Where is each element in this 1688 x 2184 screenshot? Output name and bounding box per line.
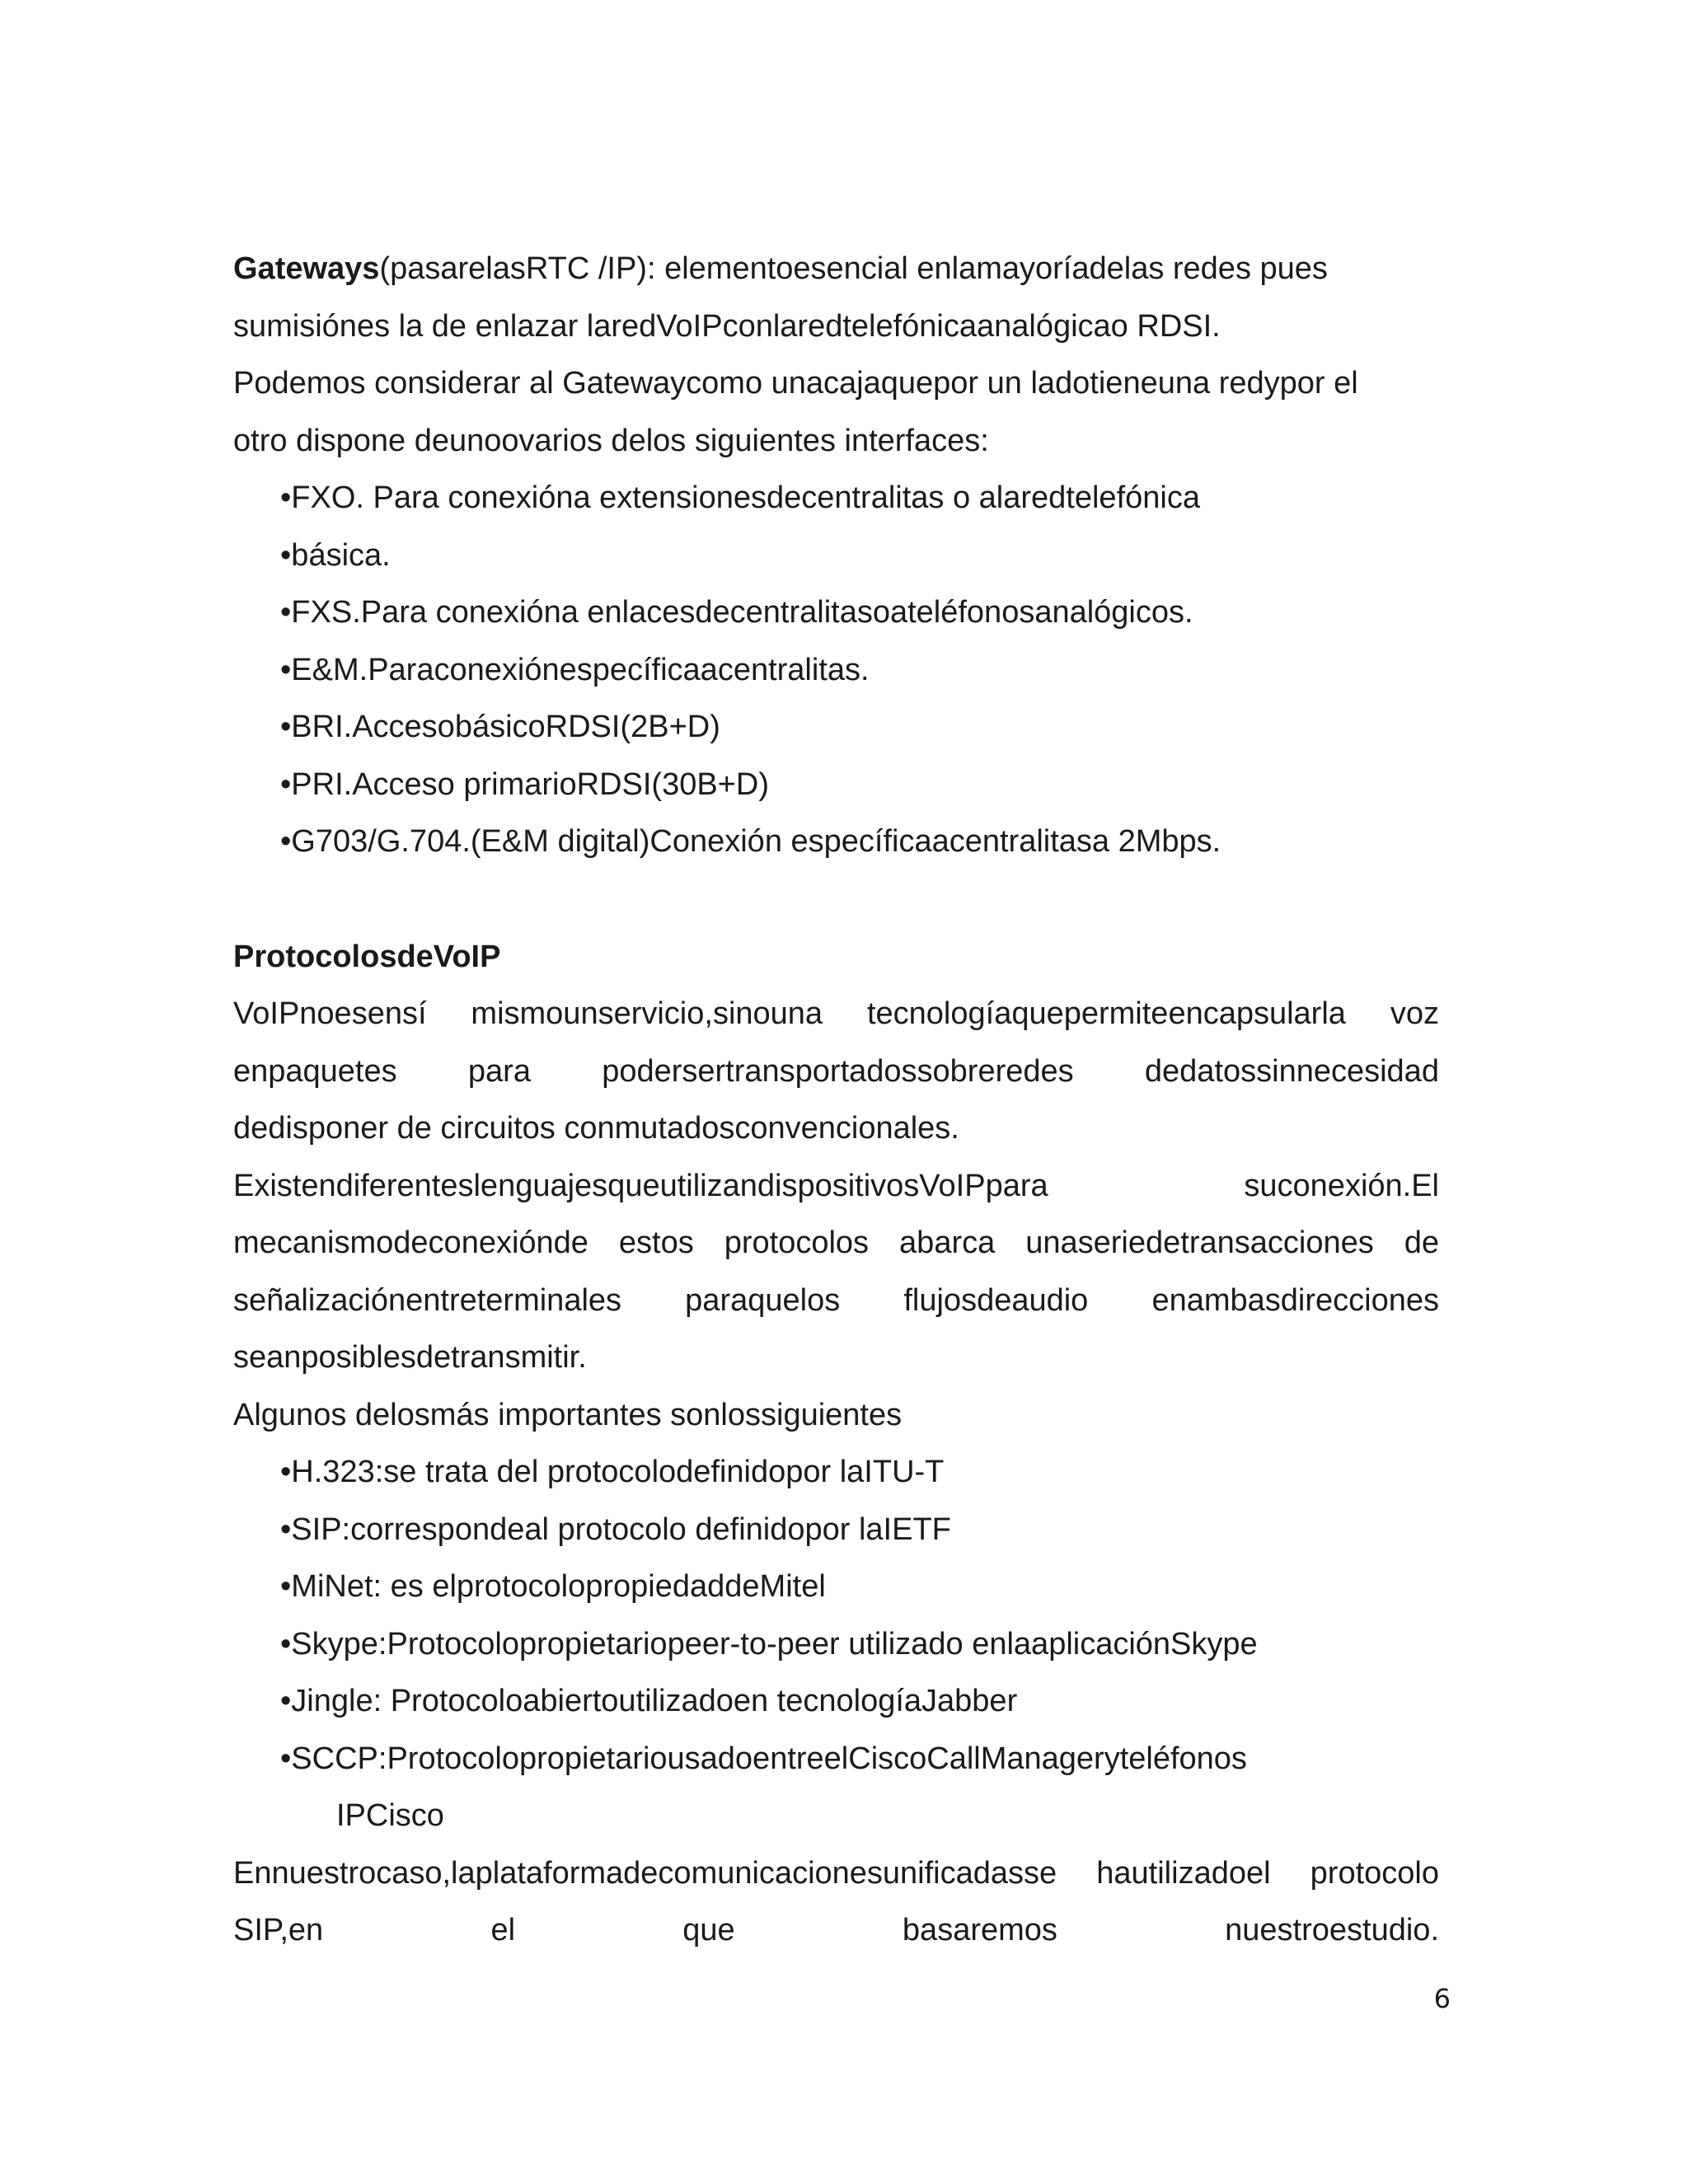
paragraph-line: sumisiónes la de enlazar laredVoIPconlaredtelefónicaanalógicao RDSI. [233,308,1221,344]
line-text: (pasarelasRTC /IP): elementoesencial enlamayoríadelas redes pues [379,251,1328,286]
list-item: •Jingle: Protocoloabiertoutilizadoen tecnologíaJabber [280,1684,1018,1718]
paragraph-line [233,1043,1439,1101]
word: unaseriedetransacciones [1025,1226,1374,1260]
list-item: •FXS.Para conexióna enlacesdecentralitasoateléfonosanalógicos. [280,595,1193,630]
word: enambasdirecciones [1151,1282,1439,1318]
list-item-continuation: IPCisco [336,1798,444,1833]
list-item: •básica. [280,537,391,573]
word: de [1404,1226,1439,1260]
word: Ennuestrocaso,laplataformadecomunicacionesunificadasse [233,1855,1057,1891]
word: suconexión.El [1244,1168,1439,1203]
paragraph-line: seanposiblesdetransmitir. [233,1340,587,1375]
word: señalizaciónentreterminales [233,1282,622,1318]
list-item: •G703/G.704.(E&M digital)Conexión específicaacentralitasa 2Mbps. [280,824,1221,859]
word: flujosdeaudio [903,1282,1089,1318]
paragraph-line [233,1158,1439,1216]
list-item: •E&M.Paraconexiónespecíficaacentralitas. [280,652,870,687]
word: mecanismodeconexiónde [233,1226,588,1260]
word: el [490,1913,516,1947]
word: nuestroestudio. [1225,1913,1439,1947]
paragraph-line [233,241,1439,298]
word: ExistendiferenteslenguajesqueutilizandispositivosVoIPpara [233,1168,1048,1203]
word: podersertransportadossobreredes [602,1053,1074,1089]
list-item: •MiNet: es elprotocolopropiedaddeMitel [280,1569,826,1604]
word: protocolo [1310,1855,1439,1891]
word: SIP,en [233,1913,324,1947]
paragraph-line [233,1215,1439,1272]
page-content [233,241,1439,1960]
word: paraquelos [685,1282,841,1318]
word: hautilizadoel [1096,1855,1271,1891]
word: abarca [899,1226,996,1260]
word: tecnologíaquepermiteencapsularla [866,996,1346,1031]
list-item: •SCCP:ProtocolopropietariousadoentreelCiscoCallManageryteléfonos [280,1741,1247,1776]
list-item: •BRI.AccesobásicoRDSI(2B+D) [280,710,720,744]
word: voz [1390,996,1439,1031]
word: VoIPnoesensí [233,996,427,1031]
word: dedatossinnecesidad [1144,1053,1439,1089]
word: enpaquetes [233,1053,397,1089]
word: estos [618,1226,694,1260]
paragraph-line [233,986,1439,1043]
paragraph-line: otro dispone deunoovarios delos siguientes interfaces: [233,423,989,458]
word: que [682,1913,735,1947]
list-item: •H.323:se trata del protocolodefinidopor laITU-T [280,1455,945,1489]
list-item: •Skype:Protocolopropietariopeer-to-peer utilizado enlaaplicaciónSkype [280,1626,1258,1661]
paragraph-line: dedisponer de circuitos conmutadosconvencionales. [233,1111,959,1146]
list-item: •PRI.Acceso primarioRDSI(30B+D) [280,766,769,802]
word: protocolos [724,1226,870,1260]
word: basaremos [902,1913,1057,1947]
list-item: •FXO. Para conexióna extensionesdecentralitas o alaredtelefónica [280,480,1200,515]
section-gap [233,871,1439,929]
paragraph-line [233,1845,1439,1903]
list-intro: Algunos delosmás importantes sonlossiguientes [233,1397,903,1432]
word: mismounservicio,sinouna [471,996,823,1031]
word: para [467,1053,531,1089]
paragraph-line [233,1272,1439,1330]
page-number: 6 [1433,1983,1451,2014]
list-item: •SIP:correspondeal protocolo definidopor laIETF [280,1511,951,1547]
paragraph-line: Podemos considerar al Gatewaycomo unacajaquepor un ladotieneuna redypor el [233,366,1358,401]
term-bold: Gateways [233,251,380,286]
paragraph-line [233,1902,1439,1960]
section-heading: ProtocolosdeVoIP [233,939,501,974]
